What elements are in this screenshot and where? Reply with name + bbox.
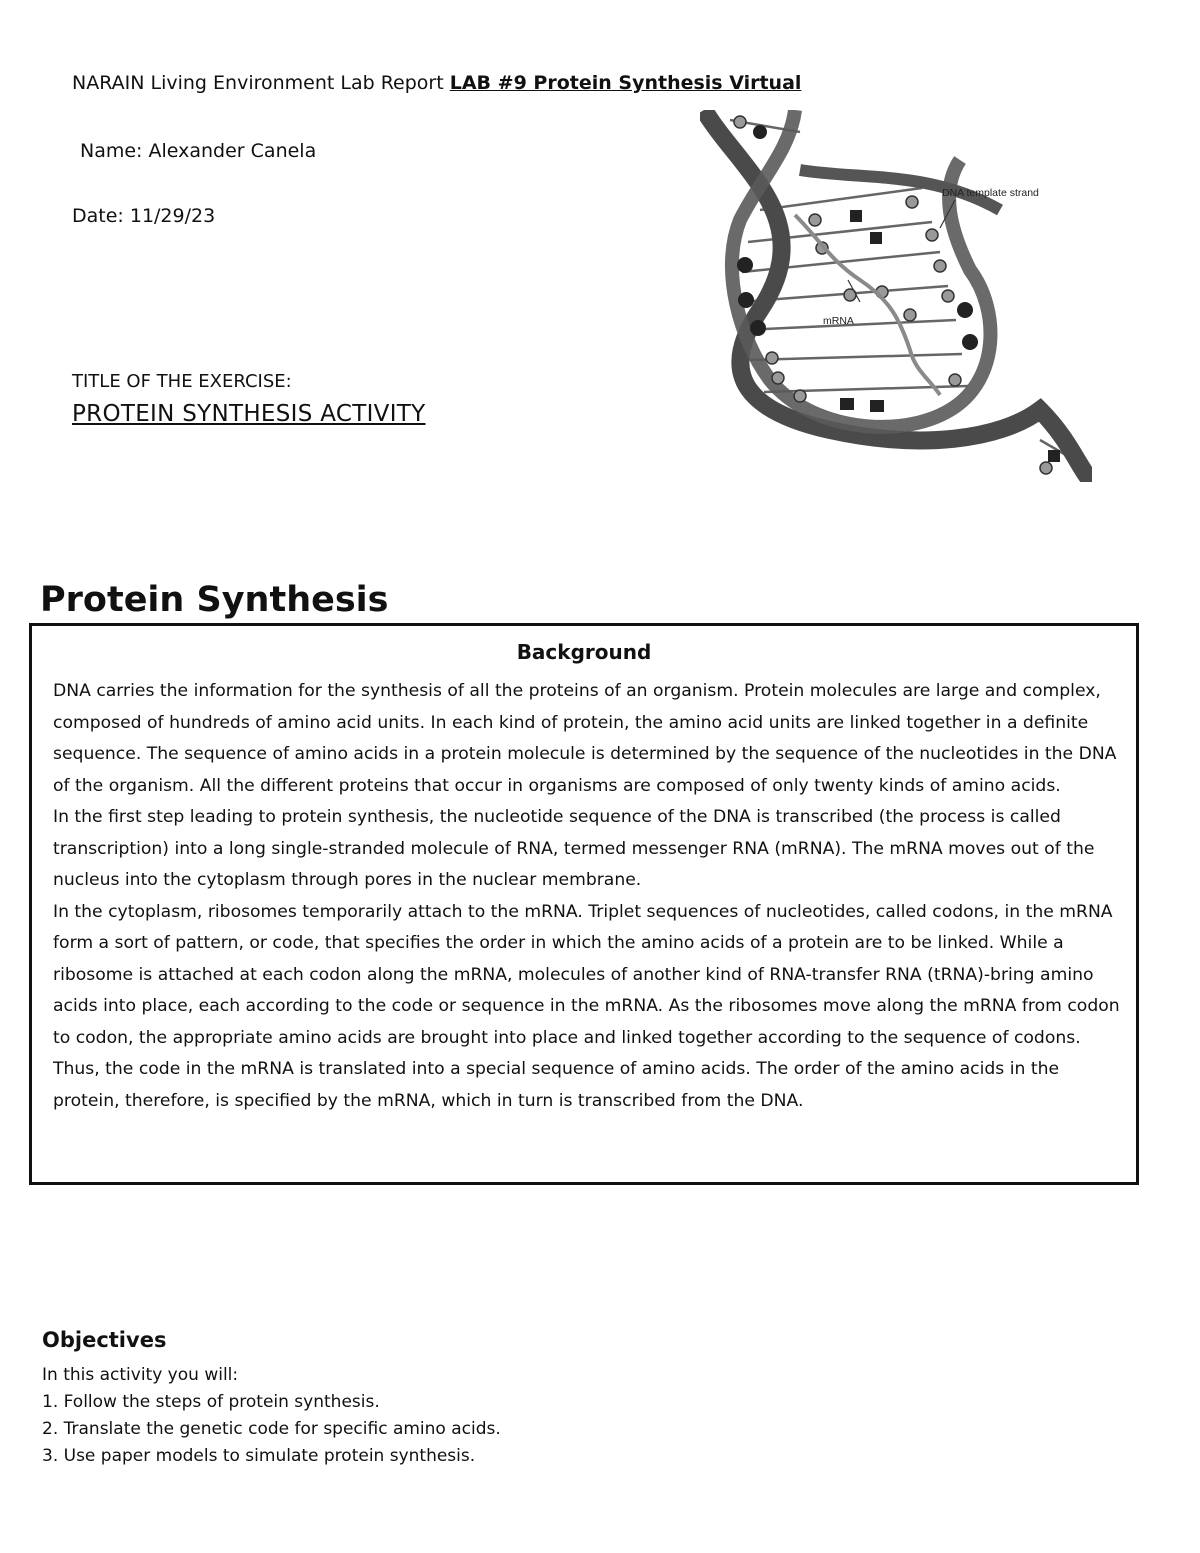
student-name: Name: Alexander Canela <box>80 140 317 162</box>
section-title: Protein Synthesis <box>40 580 389 620</box>
background-text <box>53 676 1123 1117</box>
report-header-prefix: NARAIN Living Environment Lab Report <box>72 72 450 94</box>
background-paragraph: In the cytoplasm, ribosomes temporarily attach to the mRNA. Triplet sequences of nucleotides, called codons, in the mRNA form a sort of pattern, or code, that specifies the order in which the amino acids of a protein are to be linked. While a ribosome is attached at each codon along the mRNA, molecules of another kind of RNA-transfer RNA (tRNA)-bring amino acids into place, each according to the code or sequence in the mRNA. As the ribosomes move along the mRNA from codon to codon, the appropriate amino acids are brought into place and linked together according to the sequence of codons. Thus, the code in the mRNA is translated into a special sequence of amino acids. The order of the amino acids in the protein, therefore, is specified by the mRNA, which in turn is transcribed from the DNA. <box>53 901 1120 1111</box>
objective-item: 1. Follow the steps of protein synthesis. <box>42 1392 380 1412</box>
objectives-title: Objectives <box>42 1328 167 1352</box>
objective-item: 2. Translate the genetic code for specific amino acids. <box>42 1419 501 1439</box>
background-paragraph: DNA carries the information for the synthesis of all the proteins of an organism. Protein molecules are large and complex, composed of hundreds of amino acid units. In each kind of protein, the amino acid units are linked together in a definite sequence. The sequence of amino acids in a protein molecule is determined by the sequence of the nucleotides in the DNA of the organism. All the different proteins that occur in organisms are composed of only twenty kinds of amino acids. <box>53 681 1117 796</box>
mrna-label: mRNA <box>823 315 854 327</box>
objectives-list <box>42 1362 501 1470</box>
lab-title: LAB #9 Protein Synthesis Virtual <box>449 72 802 94</box>
objectives-intro: In this activity you will: <box>42 1365 239 1385</box>
background-heading: Background <box>516 640 652 664</box>
report-date: Date: 11/29/23 <box>72 205 216 227</box>
exercise-label: TITLE OF THE EXERCISE: <box>72 371 292 392</box>
background-box <box>29 623 1139 1185</box>
report-header <box>72 72 801 94</box>
objective-item: 3. Use paper models to simulate protein synthesis. <box>42 1446 476 1466</box>
dna-helix-illustration <box>700 110 1092 482</box>
exercise-title: PROTEIN SYNTHESIS ACTIVITY <box>72 401 426 427</box>
dna-template-label: DNA template strand <box>942 187 1039 199</box>
background-paragraph: In the first step leading to protein synthesis, the nucleotide sequence of the DNA is transcribed (the process is called transcription) into a long single-stranded molecule of RNA, termed messenger RNA (mRNA). The mRNA moves out of the nucleus into the cytoplasm through pores in the nuclear membrane. <box>53 807 1095 890</box>
